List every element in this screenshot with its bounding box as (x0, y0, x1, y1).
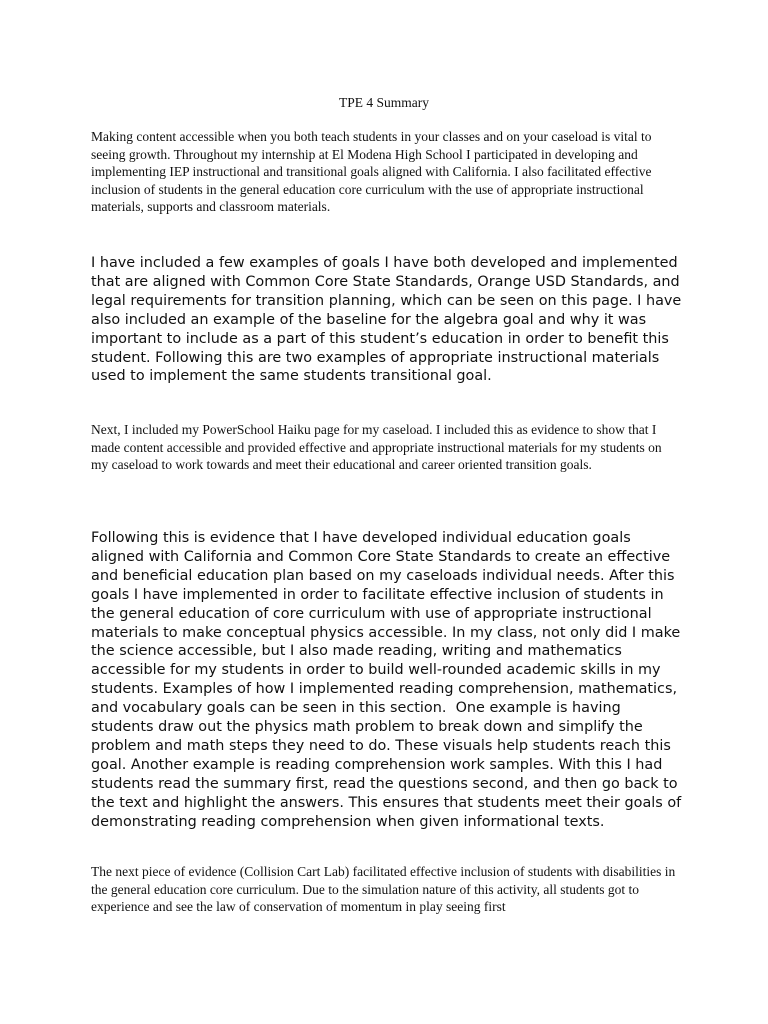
paragraph-intro: Making content accessible when you both teach students in your classes and on your caseload is vital to seeing growth. Throughout my internship at El Modena High School I participated in developing and implementing IEP instructional and transitional goals aligned with California. I also facilitated effective inclusion of students in the general education core curriculum with the use of appropriate instructional materials, supports and classroom materials. (91, 129, 652, 215)
paragraph-powerschool: Next, I included my PowerSchool Haiku page for my caseload. I included this as evidence to show that I made content accessible and provided effective and appropriate instructional materials for my students on my caseload to work towards and meet their educational and career oriented transition goals. (91, 422, 662, 473)
paragraph-collision-lab: The next piece of evidence (Collision Cart Lab) facilitated effective inclusion of students with disabilities in the general education core curriculum. Due to the simulation nature of this activity, all students got to experience and see the law of conservation of momentum in play seeing first (91, 864, 676, 915)
paragraph-goals-examples: I have included a few examples of goals I have both developed and implemented that are aligned with Common Core State Standards, Orange USD Standards, and legal requirements for transition planning, which can be seen on this page. I have also included an example of the baseline for the algebra goal and why it was important to include as a part of this student’s education in order to benefit this student. Following this are two examples of appropriate instructional materials used to implement the same students transitional goal. (91, 255, 686, 385)
paragraph-evidence-goals: Following this is evidence that I have developed individual education goals aligned with California and Common Core State Standards to create an effective and beneficial education plan based on my caseloads individual needs. After this goals I have implemented in order to facilitate effective inclusion of students in the general education of core curriculum with use of appropriate instructional materials to make conceptual physics accessible. In my class, not only did I make the science accessible, but I also made reading, writing and mathematics accessible for my students in order to build well-rounded academic skills in my students. Examples of how I implemented reading comprehension, mathematics, and vocabulary goals can be seen in this section. One example is having students draw out the physics math problem to break down and simplify the problem and math steps they need to do. These visuals help students reach this goal. Another example is reading comprehension work samples. With this I had students read the summary first, read the questions second, and then go back to the text and highlight the answers. This ensures that students meet their goals of demonstrating reading comprehension when given informational texts. (91, 530, 686, 830)
document-title: TPE 4 Summary (339, 95, 429, 110)
